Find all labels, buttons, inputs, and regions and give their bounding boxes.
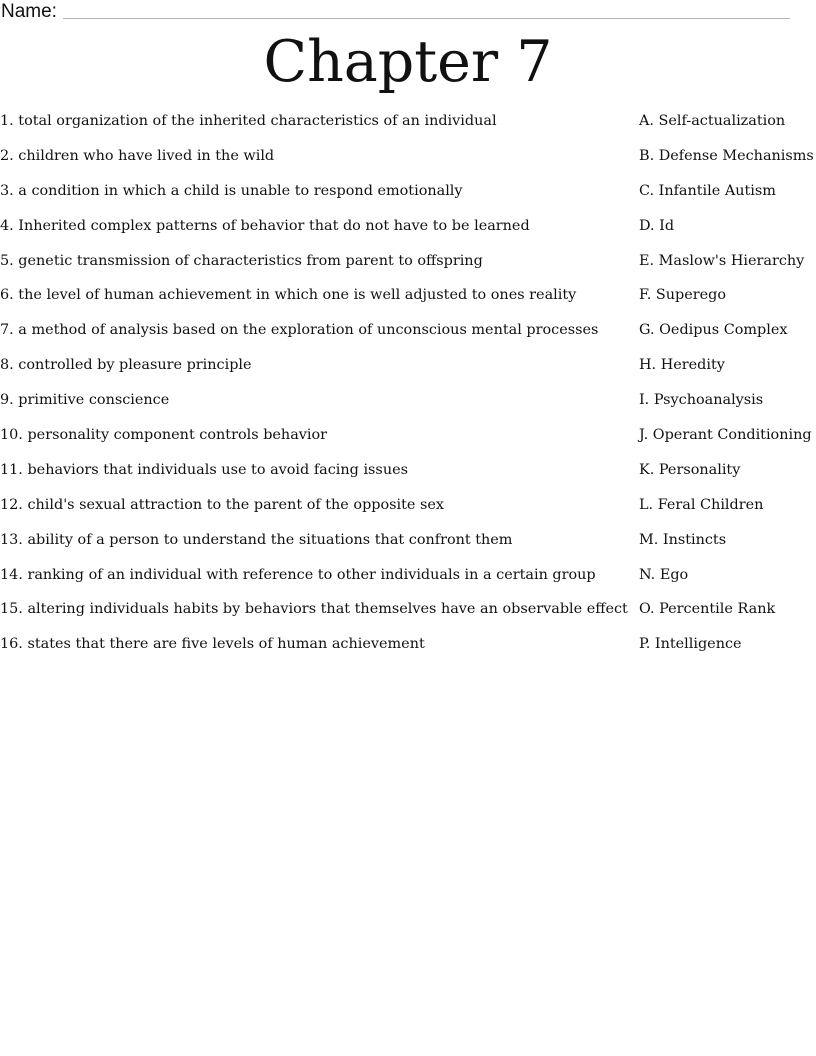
matching-row bbox=[0, 355, 816, 390]
question-item: 12. child's sexual attraction to the parent of the opposite sex bbox=[0, 496, 445, 513]
answer-item: I. Psychoanalysis bbox=[639, 392, 764, 409]
matching-row bbox=[0, 460, 816, 495]
answer-item: B. Defense Mechanisms bbox=[639, 147, 814, 164]
page-title: Chapter 7 bbox=[263, 29, 553, 95]
question-item: 5. genetic transmission of characteristics from parent to offspring bbox=[0, 252, 483, 269]
matching-row bbox=[0, 181, 816, 216]
matching-row bbox=[0, 320, 816, 355]
question-item: 7. a method of analysis based on the exploration of unconscious mental processes bbox=[0, 322, 599, 339]
name-field-row bbox=[0, 0, 790, 22]
question-item: 4. Inherited complex patterns of behavior that do not have to be learned bbox=[0, 217, 530, 234]
answer-item: J. Operant Conditioning bbox=[639, 427, 812, 444]
name-label: Name: bbox=[1, 1, 57, 22]
question-item: 6. the level of human achievement in which one is well adjusted to ones reality bbox=[0, 287, 577, 304]
answer-item: M. Instincts bbox=[639, 531, 727, 548]
matching-row bbox=[0, 285, 816, 320]
answer-item: P. Intelligence bbox=[639, 636, 742, 653]
matching-row bbox=[0, 599, 816, 634]
matching-row bbox=[0, 251, 816, 286]
question-item: 9. primitive conscience bbox=[0, 392, 170, 409]
question-item: 16. states that there are five levels of human achievement bbox=[0, 636, 425, 653]
answer-item: F. Superego bbox=[639, 287, 727, 304]
answer-item: G. Oedipus Complex bbox=[639, 322, 788, 339]
answer-item: O. Percentile Rank bbox=[639, 601, 776, 618]
matching-row bbox=[0, 634, 816, 669]
answer-item: C. Infantile Autism bbox=[639, 182, 776, 199]
name-input-line[interactable] bbox=[63, 17, 790, 19]
matching-row bbox=[0, 495, 816, 530]
answer-item: D. Id bbox=[639, 217, 675, 234]
matching-row bbox=[0, 390, 816, 425]
matching-row bbox=[0, 146, 816, 181]
question-item: 15. altering individuals habits by behaviors that themselves have an observable effect bbox=[0, 601, 628, 618]
answer-item: E. Maslow's Hierarchy bbox=[639, 252, 805, 269]
question-item: 10. personality component controls behavior bbox=[0, 427, 328, 444]
question-item: 3. a condition in which a child is unable to respond emotionally bbox=[0, 182, 463, 199]
question-item: 13. ability of a person to understand the situations that confront them bbox=[0, 531, 513, 548]
question-item: 11. behaviors that individuals use to avoid facing issues bbox=[0, 461, 408, 478]
answer-item: H. Heredity bbox=[639, 357, 725, 374]
question-item: 8. controlled by pleasure principle bbox=[0, 357, 252, 374]
matching-row bbox=[0, 565, 816, 600]
question-item: 14. ranking of an individual with reference to other individuals in a certain group bbox=[0, 566, 596, 583]
question-item: 1. total organization of the inherited characteristics of an individual bbox=[0, 113, 497, 129]
answer-item: A. Self-actualization bbox=[639, 113, 786, 129]
answer-item: N. Ego bbox=[639, 566, 689, 583]
question-item: 2. children who have lived in the wild bbox=[0, 147, 275, 164]
answer-item: L. Feral Children bbox=[639, 496, 764, 513]
matching-row bbox=[0, 111, 816, 146]
matching-list bbox=[0, 111, 816, 669]
matching-row bbox=[0, 530, 816, 565]
answer-item: K. Personality bbox=[639, 461, 741, 478]
matching-row bbox=[0, 216, 816, 251]
matching-row bbox=[0, 425, 816, 460]
